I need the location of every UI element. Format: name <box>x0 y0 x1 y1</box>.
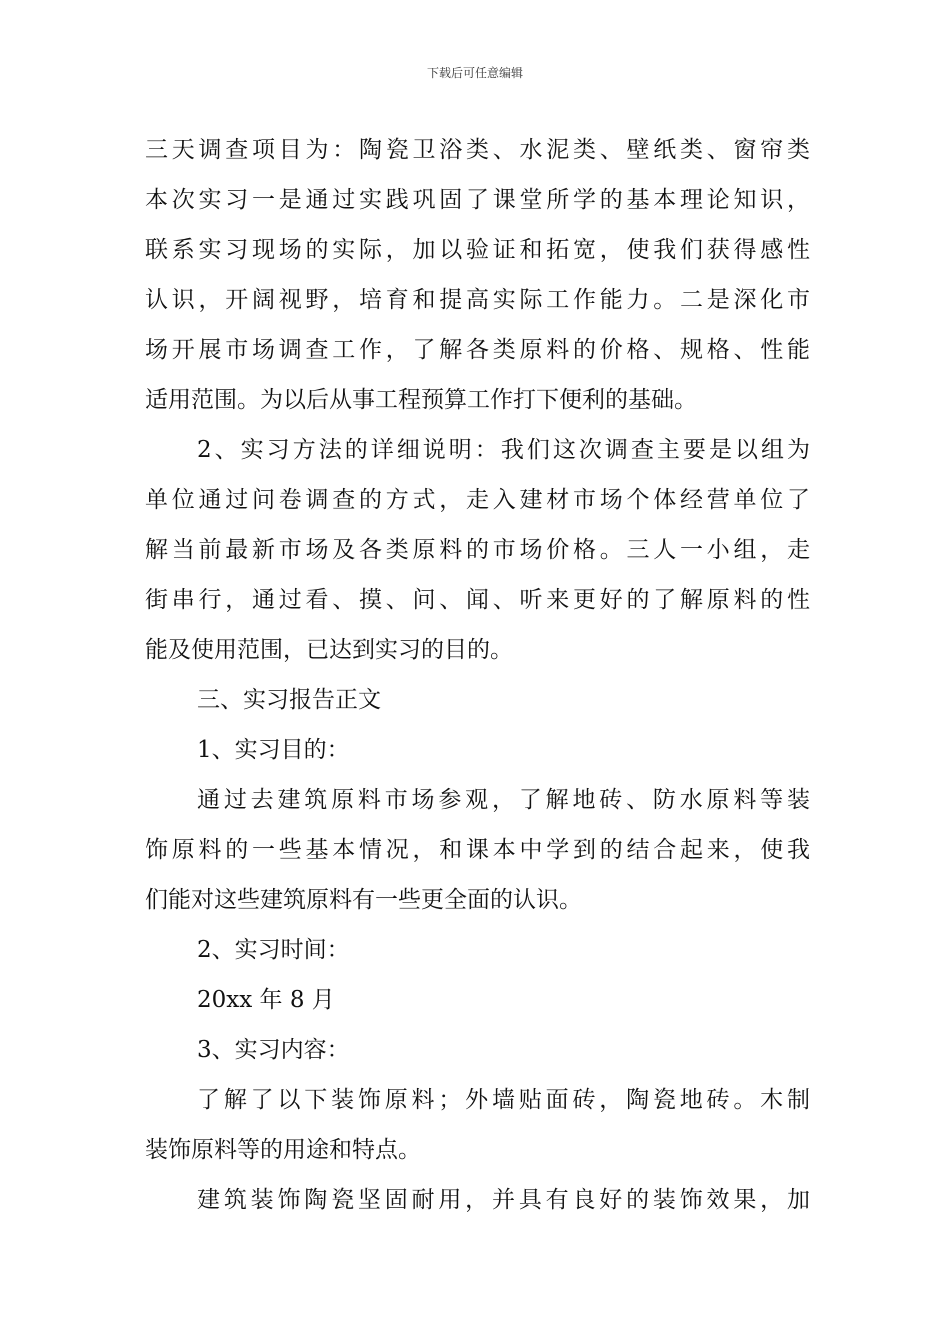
text-line: 适用范围。为以后从事工程预算工作打下便利的基础。 <box>145 387 697 413</box>
text-line: 单位通过问卷调查的方式，走入建材市场个体经营单位了 <box>145 487 810 513</box>
text-line: 们能对这些建筑原料有一些更全面的认识。 <box>145 887 582 913</box>
text-line: 联系实习现场的实际，加以验证和拓宽，使我们获得感性 <box>145 237 810 263</box>
text-line: 解当前最新市场及各类原料的市场价格。三人一小组，走 <box>145 537 810 563</box>
text-line: 2、实习时间： <box>197 937 350 963</box>
text-line: 1、实习目的： <box>197 737 350 763</box>
text-line: 2、实习方法的详细说明：我们这次调查主要是以组为 <box>197 437 810 463</box>
text-line: 三天调查项目为：陶瓷卫浴类、水泥类、壁纸类、窗帘类 <box>145 137 810 163</box>
text-line: 三、实习报告正文 <box>197 687 381 713</box>
text-line: 饰原料的一些基本情况，和课本中学到的结合起来，使我 <box>145 837 810 863</box>
body-text <box>145 125 810 1225</box>
text-line: 20xx 年 8 月 <box>197 987 335 1013</box>
text-line: 装饰原料等的用途和特点。 <box>145 1137 421 1163</box>
text-line: 通过去建筑原料市场参观，了解地砖、防水原料等装 <box>197 787 810 813</box>
text-line: 本次实习一是通过实践巩固了课堂所学的基本理论知识， <box>145 187 810 213</box>
text-line: 能及使用范围，已达到实习的目的。 <box>145 637 513 663</box>
text-line: 建筑装饰陶瓷坚固耐用，并具有良好的装饰效果，加 <box>197 1187 810 1213</box>
text-line: 了解了以下装饰原料；外墙贴面砖，陶瓷地砖。木制 <box>197 1087 810 1113</box>
text-line: 街串行，通过看、摸、问、闻、听来更好的了解原料的性 <box>145 587 810 613</box>
text-line: 场开展市场调查工作，了解各类原料的价格、规格、性能 <box>145 337 810 363</box>
text-line: 认识，开阔视野，培育和提高实际工作能力。二是深化市 <box>145 287 810 313</box>
text-line: 3、实习内容： <box>197 1037 350 1063</box>
header-note: 下载后可任意编辑 <box>426 66 523 80</box>
